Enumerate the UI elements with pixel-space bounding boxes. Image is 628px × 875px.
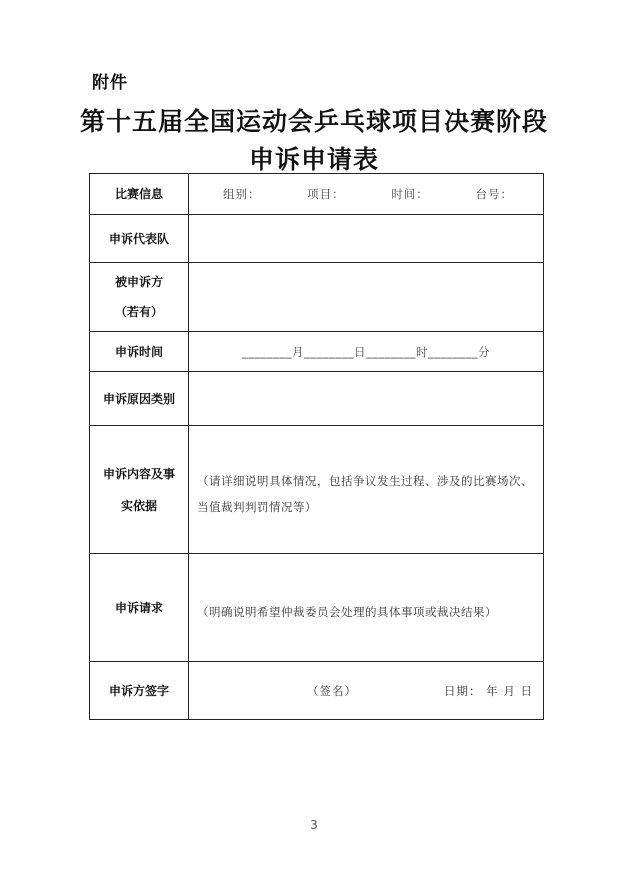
appeal-request-hint: （明确说明希望仲裁委员会处理的具体事项或裁决结果） (197, 604, 497, 619)
row-appeal-time (90, 332, 544, 372)
document-subtitle: 申诉申请表 (248, 145, 379, 174)
label-appeal-content-line2: 实依据 (120, 498, 157, 513)
label-appeal-team: 申诉代表队 (90, 215, 189, 263)
label-respondent (90, 263, 189, 332)
row-signature (90, 662, 544, 720)
date-field[interactable]: 日期： 年 月 日 (444, 683, 533, 698)
label-appeal-time: 申诉时间 (90, 332, 189, 372)
event-field[interactable]: 项目： (307, 187, 345, 201)
row-respondent (90, 263, 544, 332)
signature-cell[interactable] (189, 662, 544, 720)
appeal-request-field[interactable] (189, 554, 544, 662)
table-number-field[interactable]: 台号： (475, 187, 513, 201)
row-appeal-team (90, 215, 544, 263)
appeal-time-fields[interactable]: ________月________日________时________分 (242, 344, 490, 359)
label-appeal-content-line1: 申诉内容及事 (102, 466, 175, 481)
label-appeal-request: 申诉请求 (90, 554, 189, 662)
row-match-info (90, 174, 544, 215)
document-title: 第十五届全国运动会乒乓球项目决赛阶段 (79, 107, 548, 136)
row-appeal-request (90, 554, 544, 662)
attachment-label: 附件 (92, 73, 128, 93)
match-info-cell[interactable] (189, 174, 544, 215)
time-field[interactable]: 时间： (391, 187, 429, 201)
page-number: 3 (310, 818, 318, 832)
appeal-content-hint: （请详细说明具体情况，包括争议发生过程、涉及的比赛场次、当值裁判判罚情况等） (197, 473, 533, 514)
appeal-content-field[interactable] (189, 426, 544, 554)
respondent-field[interactable] (189, 263, 544, 332)
label-respondent-line1: 被申诉方 (114, 275, 163, 289)
label-match-info: 比赛信息 (90, 174, 189, 215)
row-appeal-content (90, 426, 544, 554)
row-appeal-category (90, 372, 544, 426)
label-respondent-line2: （若有） (114, 305, 163, 319)
signature-field[interactable]: （签名） (307, 683, 357, 698)
label-appeal-content (90, 426, 189, 554)
label-appeal-category: 申诉原因类别 (90, 372, 189, 426)
appeal-team-field[interactable] (189, 215, 544, 263)
label-signature: 申诉方签字 (90, 662, 189, 720)
appeal-category-field[interactable] (189, 372, 544, 426)
appeal-form-table (89, 173, 544, 720)
appeal-time-cell[interactable] (189, 332, 544, 372)
group-field[interactable]: 组别： (223, 187, 261, 201)
